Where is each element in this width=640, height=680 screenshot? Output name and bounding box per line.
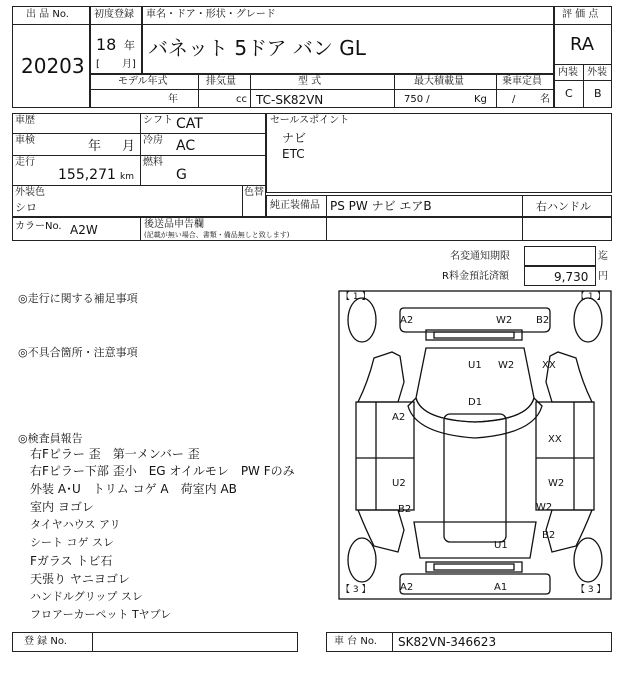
displacement-label: 排気量	[206, 76, 236, 87]
mark-right-rear-quarter-w2: W2	[536, 502, 553, 513]
name-change-unit: 迄	[598, 251, 608, 262]
mark-hood-u1: U1	[468, 360, 482, 371]
max-load-unit: Kg	[474, 94, 487, 105]
doc-label: 後送品申告欄	[144, 219, 204, 230]
first-reg-year: 18	[96, 35, 117, 54]
inspector-report-lines	[30, 448, 330, 628]
lot-number: 20203	[21, 54, 85, 78]
shift-value: CAT	[176, 116, 203, 132]
recycle-value: 9,730	[554, 270, 589, 284]
roof	[444, 414, 506, 542]
capacity-unit: 名	[540, 94, 550, 105]
interior-grade: C	[565, 87, 573, 100]
corner-label-br: 【 3 】	[576, 585, 606, 595]
mark-front-bumper-mid: W2	[496, 315, 513, 326]
shift-label: シフト	[143, 115, 173, 126]
inspection-year-unit: 年	[88, 139, 102, 154]
front-left-tire	[348, 298, 376, 342]
left-body-side	[356, 402, 414, 510]
equipment-label: 純正装備品	[270, 200, 320, 211]
corner-label-tr: 【 1 】	[576, 292, 606, 302]
inspection-month-unit: 月	[122, 139, 136, 154]
first-reg-year-unit: 年	[124, 39, 135, 52]
inspector-line: シート コゲ スレ	[30, 536, 114, 549]
recycle-label: R料金預託済額	[442, 271, 509, 282]
capacity-sep: /	[512, 94, 516, 105]
sales-point-item: ナビ	[282, 131, 307, 145]
inspector-line: 室内 ヨゴレ	[30, 500, 94, 514]
doc-note: (記載が無い場合、書類・備品無しと致します)	[144, 231, 290, 239]
rear-gate	[414, 522, 536, 558]
history-label: 車歴	[15, 115, 35, 126]
interior-label: 内装	[558, 67, 578, 78]
handle-side: 右ハンドル	[536, 200, 591, 213]
car-damage-diagram	[338, 290, 612, 600]
first-reg-month-open: [	[96, 59, 100, 70]
mileage-value: 155,271	[58, 167, 116, 183]
type-value: TC-SK82VN	[256, 93, 324, 107]
inspector-line: ハンドルグリップ スレ	[30, 590, 143, 603]
sales-points-label: セールスポイント	[270, 115, 350, 126]
fuel-label: 燃料	[143, 157, 163, 168]
chassis-no-label: 車 台 No.	[334, 636, 377, 647]
details-box	[12, 113, 266, 217]
mark-rear-bumper-left: A2	[400, 582, 414, 593]
diagram-frame	[339, 291, 611, 599]
name-change-field	[524, 246, 596, 266]
mark-roof-front: D1	[468, 397, 483, 408]
inspector-line: Fガラス トビ石	[30, 554, 113, 568]
chassis-no-value: SK82VN-346623	[398, 635, 497, 649]
fuel-value: G	[176, 167, 187, 183]
left-front-fender	[358, 352, 404, 402]
max-load-value: 750 /	[404, 94, 430, 105]
name-change-label: 名変通知期限	[450, 251, 510, 262]
type-label: 型 式	[298, 76, 322, 87]
defects-label: ◎不具合箇所・注意事項	[18, 346, 138, 359]
front-bumper	[400, 308, 550, 332]
inspector-line: タイヤハウス アリ	[30, 518, 121, 531]
mark-rear-gate: U1	[494, 540, 508, 551]
left-rear-quarter	[358, 510, 404, 552]
recycle-unit: 円	[598, 271, 608, 282]
mark-left-front-door: A2	[392, 412, 406, 423]
mileage-unit: km	[120, 172, 134, 182]
inspector-line: 外装 A･U トリム コゲ A 荷室内 AB	[30, 482, 237, 496]
mark-front-bumper-left: A2	[400, 315, 414, 326]
mark-front-bumper-right: B2	[536, 315, 550, 326]
model-year-unit: 年	[168, 94, 178, 105]
inspector-report-label: ◎検査員報告	[18, 432, 83, 445]
running-notes-label: ◎走行に関する補足事項	[18, 292, 138, 305]
equipment-value: PS PW ナビ エアB	[330, 199, 432, 213]
recolor-label: 色替	[244, 187, 264, 198]
max-load-label: 最大積載量	[414, 76, 464, 87]
mark-right-rear-quarter-b2: B2	[542, 530, 556, 541]
inspector-line: 右Fピラー 歪 第一メンバー 歪	[30, 447, 200, 461]
color-no-label: カラーNo.	[15, 221, 62, 232]
mark-right-front-door: XX	[548, 434, 562, 445]
first-reg-label: 初度登録	[94, 9, 134, 20]
inspector-line: 天張り ヤニヨゴレ	[30, 572, 130, 586]
mark-right-front-fender: XX	[542, 360, 556, 371]
first-reg-month-unit: 月]	[122, 59, 136, 70]
mark-left-rear-quarter: B2	[398, 504, 412, 515]
inspection-label: 車検	[15, 135, 35, 146]
exterior-color-value: シロ	[15, 201, 37, 214]
lot-number-label: 出 品 No.	[26, 9, 69, 20]
right-body-side	[536, 402, 594, 510]
corner-label-bl: 【 3 】	[341, 585, 371, 595]
mark-rear-bumper-mid: A1	[494, 582, 508, 593]
exterior-color-label: 外装色	[15, 187, 45, 198]
mark-hood-w2: W2	[498, 360, 515, 371]
rear-right-tire	[574, 538, 602, 582]
mark-right-rear-door: W2	[548, 478, 565, 489]
inspector-line: フロアーカーペット Tヤブレ	[30, 608, 172, 621]
car-name-label: 車名・ドア・形状・グレード	[146, 9, 276, 20]
rear-left-tire	[348, 538, 376, 582]
capacity-label: 乗車定員	[502, 76, 542, 87]
sales-point-item: ETC	[282, 147, 305, 161]
corner-label-tl: 【 1 】	[341, 292, 371, 302]
color-no-value: A2W	[70, 223, 98, 237]
reg-no-label: 登 録 No.	[24, 636, 67, 647]
displacement-unit: cc	[236, 94, 247, 105]
mark-left-rear-door: U2	[392, 478, 406, 489]
grade-label: 評 価 点	[562, 9, 599, 20]
inspector-line: 右Fピラー下部 歪小 EG オイルモレ PW Fのみ	[30, 464, 295, 478]
exterior-label: 外装	[587, 67, 607, 78]
front-right-tire	[574, 298, 602, 342]
exterior-grade: B	[594, 87, 602, 100]
mileage-label: 走行	[15, 157, 35, 168]
car-name: バネット 5ドア バン GL	[148, 36, 366, 60]
rear-bumper	[400, 574, 550, 594]
cooler-label: 冷房	[143, 135, 163, 146]
overall-grade: RA	[570, 34, 595, 55]
cooler-value: AC	[176, 138, 196, 154]
model-year-label: モデル年式	[118, 76, 168, 87]
